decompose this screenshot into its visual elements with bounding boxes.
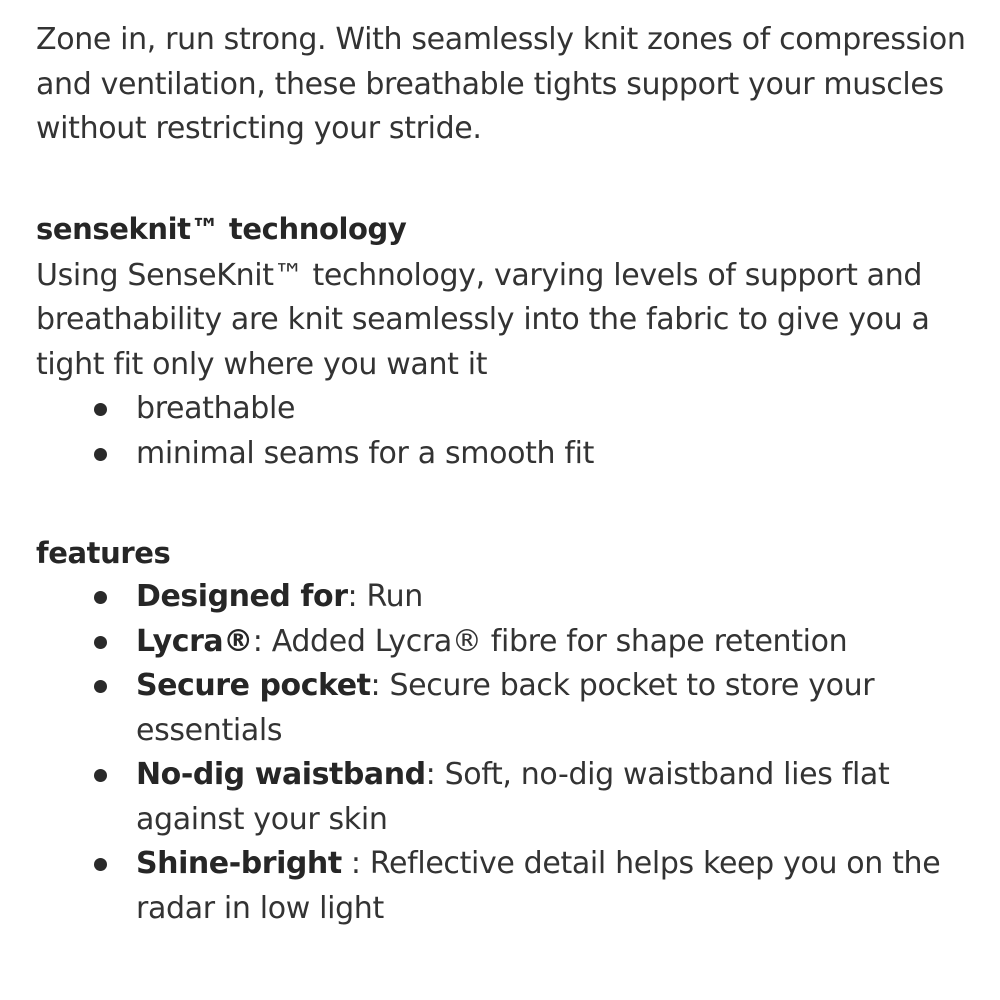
feature-name: Designed for: [136, 579, 348, 614]
bullet-icon: [94, 403, 107, 416]
feature-separator: :: [425, 757, 445, 792]
bullet-icon: [94, 636, 107, 649]
feature-name: Lycra®: [136, 623, 253, 659]
feature-separator: :: [252, 623, 272, 659]
feature-name: No-dig waistband: [136, 757, 426, 792]
feature-item-designed-for: [36, 575, 976, 620]
product-description: [36, 18, 976, 931]
feature-separator: :: [341, 846, 370, 881]
feature-item-lycra: [36, 620, 976, 665]
list-item: [36, 387, 976, 432]
bullet-text: minimal seams for a smooth fit: [136, 435, 594, 471]
feature-description: Run: [366, 579, 423, 614]
intro-paragraph: Zone in, run strong. With seamlessly knit zones of compression and ventilation, these breathable tights support your muscles without restricting your stride.: [36, 22, 966, 146]
feature-item-secure-pocket: [36, 664, 976, 753]
list-item: [36, 432, 976, 477]
feature-description: Soft, no-dig waistband lies flat against your skin: [136, 757, 890, 837]
senseknit-description: Using SenseKnit™ technology, varying levels of support and breathability are knit seamlessly into the fabric to give you a tight fit only where you want it: [36, 257, 930, 382]
feature-description: Secure back pocket to store your essentials: [136, 668, 875, 748]
bullet-icon: [94, 591, 107, 604]
features-list: [36, 575, 976, 931]
feature-separator: :: [370, 668, 390, 703]
senseknit-bullet-list: [36, 387, 976, 476]
senseknit-heading: senseknit™ technology: [36, 211, 407, 246]
feature-name: Secure pocket: [136, 668, 371, 703]
feature-item-shine-bright: [36, 842, 976, 931]
bullet-text: breathable: [136, 391, 296, 426]
bullet-icon: [94, 448, 107, 461]
feature-description: Reflective detail helps keep you on the radar in low light: [136, 846, 941, 926]
features-heading: features: [36, 536, 171, 570]
bullet-icon: [94, 769, 107, 782]
bullet-icon: [94, 858, 107, 871]
feature-description: Added Lycra® fibre for shape retention: [271, 623, 848, 659]
bullet-icon: [94, 680, 107, 693]
feature-item-no-dig-waistband: [36, 753, 976, 842]
feature-name: Shine-bright: [136, 846, 342, 881]
feature-separator: :: [347, 579, 367, 614]
